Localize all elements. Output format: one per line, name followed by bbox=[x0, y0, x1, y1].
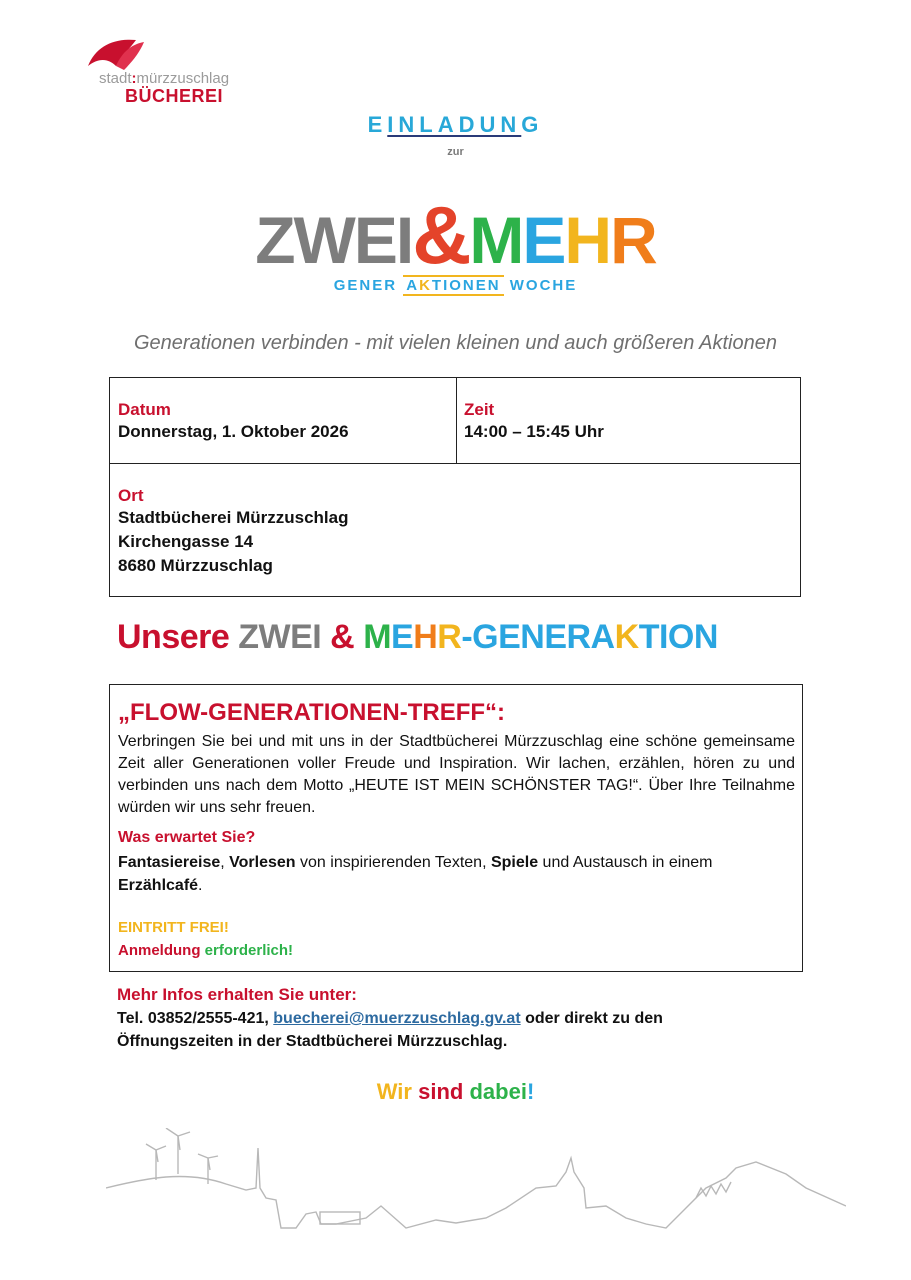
zeit-label: Zeit bbox=[464, 400, 495, 419]
email-link[interactable]: buecherei@muerzzuschlag.gv.at bbox=[273, 1010, 521, 1027]
logo-stadt-text: stadt:mürzzuschlag bbox=[99, 70, 230, 87]
einladung-heading: EINLADUNG bbox=[367, 112, 544, 137]
zwei-mehr-wordmark: ZWEI&MEHR bbox=[255, 190, 656, 281]
generaktion-headline: Unsere ZWEI & MEHR-GENERAKTION bbox=[117, 618, 718, 656]
ort-label: Ort bbox=[118, 486, 144, 505]
more-info-heading: Mehr Infos erhalten Sie unter: bbox=[117, 985, 357, 1004]
town-skyline-illustration bbox=[106, 1128, 846, 1248]
generaktionen-woche-subtitle: GENER AKTIONEN WOCHE bbox=[333, 277, 578, 294]
free-entry-text: EINTRITT FREI! bbox=[118, 919, 229, 936]
zur-text: zur bbox=[447, 146, 464, 158]
zeit-value: 14:00 – 15:45 Uhr bbox=[464, 422, 604, 441]
ort-line-3: 8680 Mürzzuschlag bbox=[118, 556, 273, 575]
datum-value: Donnerstag, 1. Oktober 2026 bbox=[118, 422, 349, 441]
ort-line-2: Kirchengasse 14 bbox=[118, 532, 254, 551]
wir-sind-dabei: Wir sind dabei! bbox=[376, 1079, 535, 1104]
logo-bucherei-text: BÜCHEREI bbox=[125, 86, 224, 106]
more-info-text: Tel. 03852/2555-421, buecherei@muerzzuschlag.gv.at oder direkt zu den Öffnungszeiten in der Stadtbücherei Mürzzuschlag. bbox=[117, 1010, 663, 1050]
tagline: Generationen verbinden - mit vielen kleinen und auch größeren Aktionen bbox=[134, 332, 777, 354]
expectations-text: Fantasiereise, Vorlesen von inspirierenden Texten, Spiele und Austausch in einem Erzählcafé. bbox=[118, 854, 713, 894]
event-description-box bbox=[109, 684, 803, 972]
info-row-date-time bbox=[110, 378, 800, 464]
expectations-heading: Was erwartet Sie? bbox=[118, 829, 256, 846]
registration-text: Anmeldung erforderlich! bbox=[118, 942, 294, 959]
event-description: Verbringen Sie bei und mit uns in der Stadtbücherei Mürzzuschlag eine schöne gemeinsame Zeit aller Generationen voller Freude und Inspiration. Wir lachen, erzählen, hören zu und verbinden uns nach dem Motto „HEUTE IST MEIN SCHÖNSTER TAG!“. Über Ihre Teilnahme würden wir uns sehr freuen. bbox=[118, 733, 795, 816]
datum-label: Datum bbox=[118, 400, 171, 419]
ort-line-1: Stadtbücherei Mürzzuschlag bbox=[118, 508, 349, 527]
event-title: „FLOW-GENERATIONEN-TREFF“: bbox=[118, 699, 506, 726]
event-info-table bbox=[109, 377, 801, 597]
ort-block bbox=[118, 486, 348, 578]
table-divider bbox=[456, 378, 457, 464]
